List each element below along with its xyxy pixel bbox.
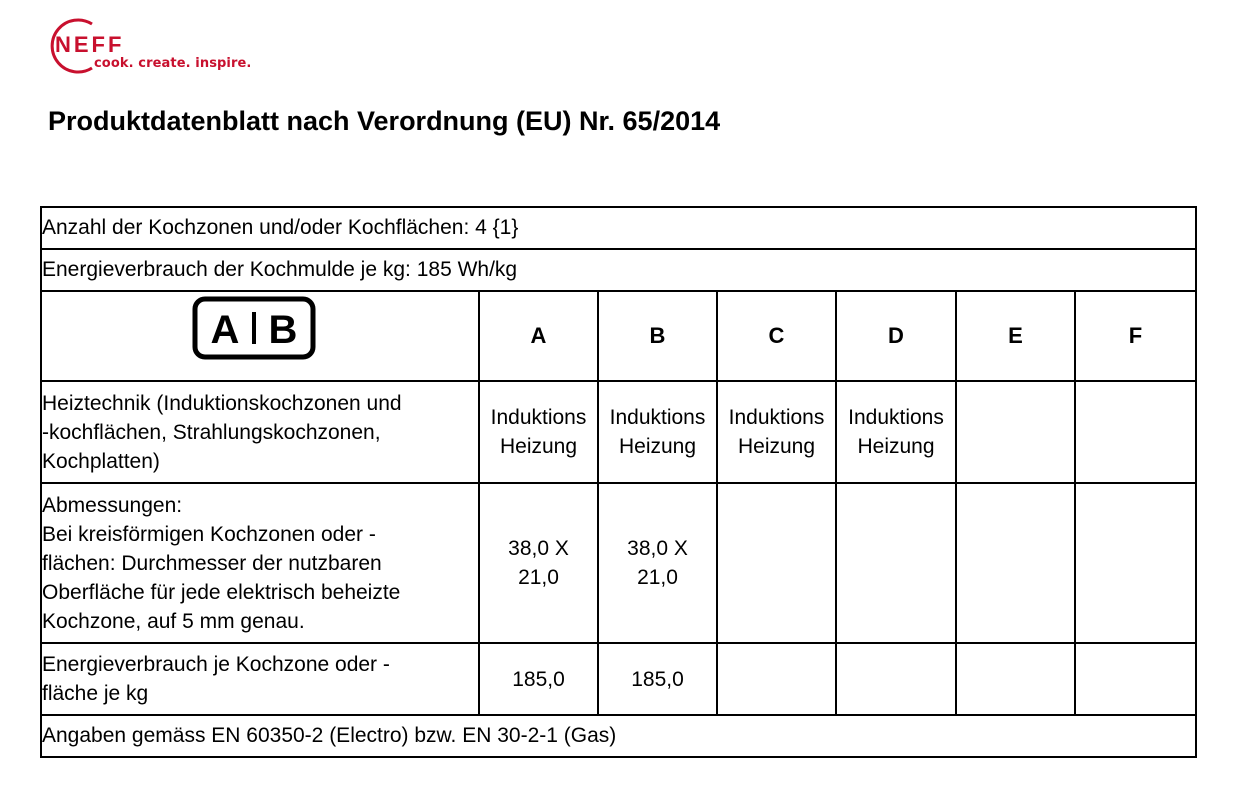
column-header-f: F bbox=[1075, 291, 1196, 381]
label-line: Bei kreisförmigen Kochzonen oder - bbox=[42, 522, 376, 546]
energy-row bbox=[41, 249, 1196, 291]
row-label-heating bbox=[41, 381, 479, 483]
table-cell bbox=[479, 483, 598, 643]
header-row bbox=[41, 291, 1196, 381]
table-cell bbox=[1075, 643, 1196, 715]
badge-right-letter: B bbox=[268, 308, 298, 352]
table-cell bbox=[598, 381, 717, 483]
table-cell bbox=[1075, 381, 1196, 483]
cell-line: Heizung bbox=[857, 435, 935, 458]
column-header-c: C bbox=[717, 291, 836, 381]
page-title: Produktdatenblatt nach Verordnung (EU) Nr. 65/2014 bbox=[48, 106, 721, 136]
energy-cell: Energieverbrauch der Kochmulde je kg: 185 Wh/kg bbox=[41, 249, 1196, 291]
table-cell: 185,0 bbox=[479, 643, 598, 715]
label-line: Abmessungen: bbox=[42, 493, 183, 517]
table-cell bbox=[1075, 483, 1196, 643]
label-line: -kochflächen, Strahlungskochzonen, bbox=[42, 420, 381, 444]
logo-tagline: cook. create. inspire. bbox=[94, 56, 252, 71]
table-cell bbox=[717, 643, 836, 715]
table-cell bbox=[717, 483, 836, 643]
cell-line: 21,0 bbox=[518, 566, 559, 589]
energy-class-badge bbox=[192, 296, 316, 366]
column-header-e: E bbox=[956, 291, 1075, 381]
footer-cell: Angaben gemäss EN 60350-2 (Electro) bzw. EN 30-2-1 (Gas) bbox=[41, 715, 1196, 757]
label-line: Heiztechnik (Induktionskochzonen und bbox=[42, 391, 402, 415]
label-line: Kochzone, auf 5 mm genau. bbox=[42, 609, 305, 633]
table-cell bbox=[479, 381, 598, 483]
product-data-table bbox=[40, 206, 1197, 758]
column-header-b: B bbox=[598, 291, 717, 381]
column-header-d: D bbox=[836, 291, 956, 381]
label-line: Energieverbrauch je Kochzone oder - bbox=[42, 653, 390, 676]
row-label-dimensions bbox=[41, 483, 479, 643]
badge-left-letter: A bbox=[210, 308, 240, 352]
table-row bbox=[41, 381, 1196, 483]
cell-line: Induktions bbox=[490, 406, 587, 429]
table-cell bbox=[717, 381, 836, 483]
cell-line: Heizung bbox=[499, 435, 578, 458]
label-line: Kochplatten) bbox=[42, 449, 160, 473]
cell-line: Induktions bbox=[609, 406, 706, 429]
cell-line: 21,0 bbox=[637, 566, 678, 589]
ab-badge-icon bbox=[192, 296, 316, 360]
table-cell bbox=[836, 381, 956, 483]
table-cell bbox=[836, 643, 956, 715]
footer-row bbox=[41, 715, 1196, 757]
cell-line: Heizung bbox=[618, 435, 697, 458]
table-row bbox=[41, 643, 1196, 715]
zones-cell: Anzahl der Kochzonen und/oder Kochflächen: 4 {1} bbox=[41, 207, 1196, 249]
column-header-a: A bbox=[479, 291, 598, 381]
zones-row bbox=[41, 207, 1196, 249]
table-cell bbox=[956, 483, 1075, 643]
table-cell bbox=[836, 483, 956, 643]
table-cell: 185,0 bbox=[598, 643, 717, 715]
label-line: flächen: Durchmesser der nutzbaren bbox=[42, 551, 382, 575]
table-cell bbox=[956, 643, 1075, 715]
cell-line: 38,0 X bbox=[508, 537, 569, 560]
row-label-energy-per-zone bbox=[41, 643, 479, 715]
cell-line: 38,0 X bbox=[627, 537, 688, 560]
cell-line: Induktions bbox=[728, 406, 825, 429]
table-row bbox=[41, 483, 1196, 643]
energy-class-badge-cell bbox=[41, 291, 479, 381]
cell-line: Heizung bbox=[737, 435, 816, 458]
table-cell bbox=[956, 381, 1075, 483]
label-line: fläche je kg bbox=[42, 682, 149, 705]
label-line: Oberfläche für jede elektrisch beheizte bbox=[42, 580, 401, 604]
logo-wordmark: NEFF bbox=[55, 32, 125, 57]
cell-line: Induktions bbox=[848, 406, 944, 429]
table-cell bbox=[598, 483, 717, 643]
